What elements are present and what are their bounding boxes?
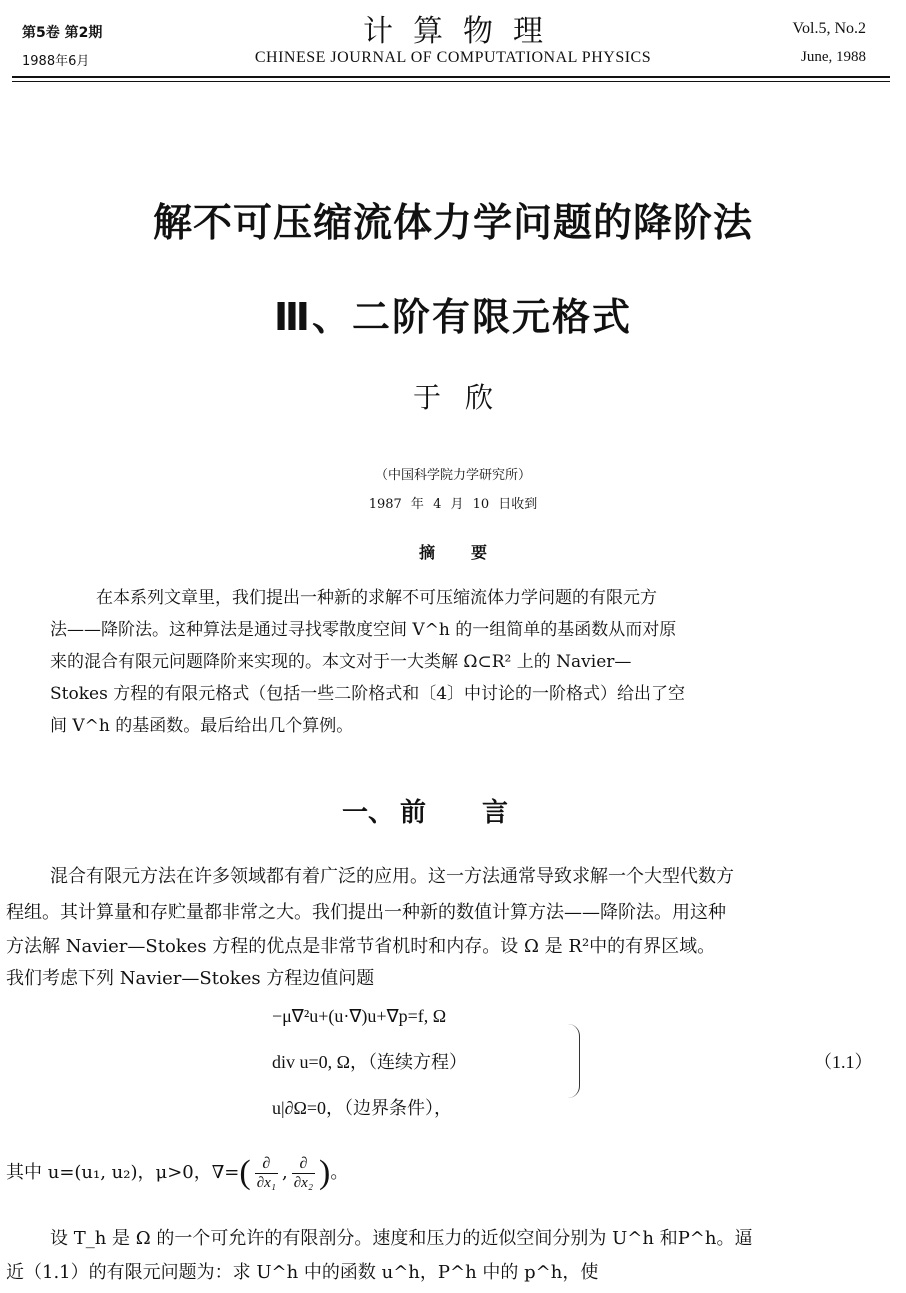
abstract-line: 在本系列文章里，我们提出一种新的求解不可压缩流体力学问题的有限元方 [96, 588, 657, 608]
volume-issue: 第5卷 第2期 [22, 25, 103, 41]
right-paren: ) [319, 1154, 331, 1191]
publication-date-en: June, 1988 [801, 49, 866, 65]
author-name: 于欣 [412, 381, 517, 414]
equation-continuity: div u=0, Ω，（连续方程） [272, 1052, 468, 1072]
affiliation: （中国科学院力学研究所） [374, 468, 531, 483]
section-title: 前言 [400, 798, 565, 828]
abstract-line: 间 V^h 的基函数。最后给出几个算例。 [50, 716, 354, 736]
left-paren: ( [239, 1154, 251, 1191]
abstract-line: 法——降阶法。这种算法是通过寻找零散度空间 V^h 的一组简单的基函数从而对原 [50, 620, 677, 640]
equation-number: （1.1） [814, 1052, 873, 1072]
abstract-heading: 摘要 [418, 543, 523, 562]
equation-boundary: u|∂Ω=0，（边界条件）， [272, 1098, 453, 1118]
frac-denominator: ∂x₁ [256, 1174, 277, 1191]
received-date: 1987 年 4 月 10 日收到 [368, 497, 538, 512]
frac-numerator: ∂ [262, 1154, 271, 1172]
paper-title: 解不可压缩流体力学问题的降阶法 [152, 201, 753, 246]
frac-numerator: ∂ [299, 1154, 308, 1172]
definition-line: 其中 u=(u₁, u₂)，μ>0，∇=( $\frac{\partial}{\text{∂x₁}}$ , $\frac{\partial}{\text{∂x₂}}$ )。 [6, 1154, 349, 1191]
journal-title-cn: 计算物理 [363, 14, 563, 49]
partial-derivative-1 [255, 1155, 278, 1192]
body-line: 近（1.1）的有限元问题为：求 U^h 中的函数 u^h，P^h 中的 p^h，使 [6, 1262, 599, 1283]
equation-momentum: −μ∇²u+(u·∇)u+∇p=f, Ω [272, 1006, 447, 1026]
body-line: 我们考虑下列 Navier—Stokes 方程边值问题 [6, 968, 375, 989]
journal-title-en: CHINESE JOURNAL OF COMPUTATIONAL PHYSICS [254, 49, 652, 66]
abstract-line: 来的混合有限元问题降阶来实现的。本文对于一大类解 Ω⊂R² 上的 Navier— [50, 652, 632, 672]
paper-subtitle: Ⅲ、二阶有限元格式 [274, 295, 632, 339]
header-rule-thin [12, 81, 890, 82]
volume-issue-en: Vol.5, No.2 [792, 20, 866, 37]
frac-denominator: ∂x₂ [293, 1174, 314, 1191]
definition-suffix: 。 [330, 1162, 349, 1183]
definition-prefix: 其中 u=(u₁, u₂)，μ>0，∇= [6, 1162, 240, 1183]
partial-derivative-2 [292, 1155, 315, 1192]
section-heading [0, 792, 906, 829]
header-rule-thick [12, 76, 890, 78]
body-line: 混合有限元方法在许多领域都有着广泛的应用。这一方法通常导致求解一个大型代数方 [50, 866, 734, 887]
body-line: 方法解 Navier—Stokes 方程的优点是非常节省机时和内存。设 Ω 是 R²中的有界区域。 [6, 936, 716, 957]
publication-date: 1988年6月 [22, 54, 90, 69]
section-number: 一、 [341, 798, 394, 828]
body-line: 设 T_h 是 Ω 的一个可允许的有限剖分。速度和压力的近似空间分别为 U^h 和P^h。逼 [50, 1228, 753, 1249]
body-line: 程组。其计算量和存贮量都非常之大。我们提出一种新的数值计算方法——降阶法。用这种 [6, 902, 726, 923]
abstract-line: Stokes 方程的有限元格式（包括一些二阶格式和〔4〕中讨论的一阶格式）给出了空 [50, 684, 686, 704]
equation-brace [565, 1024, 580, 1098]
